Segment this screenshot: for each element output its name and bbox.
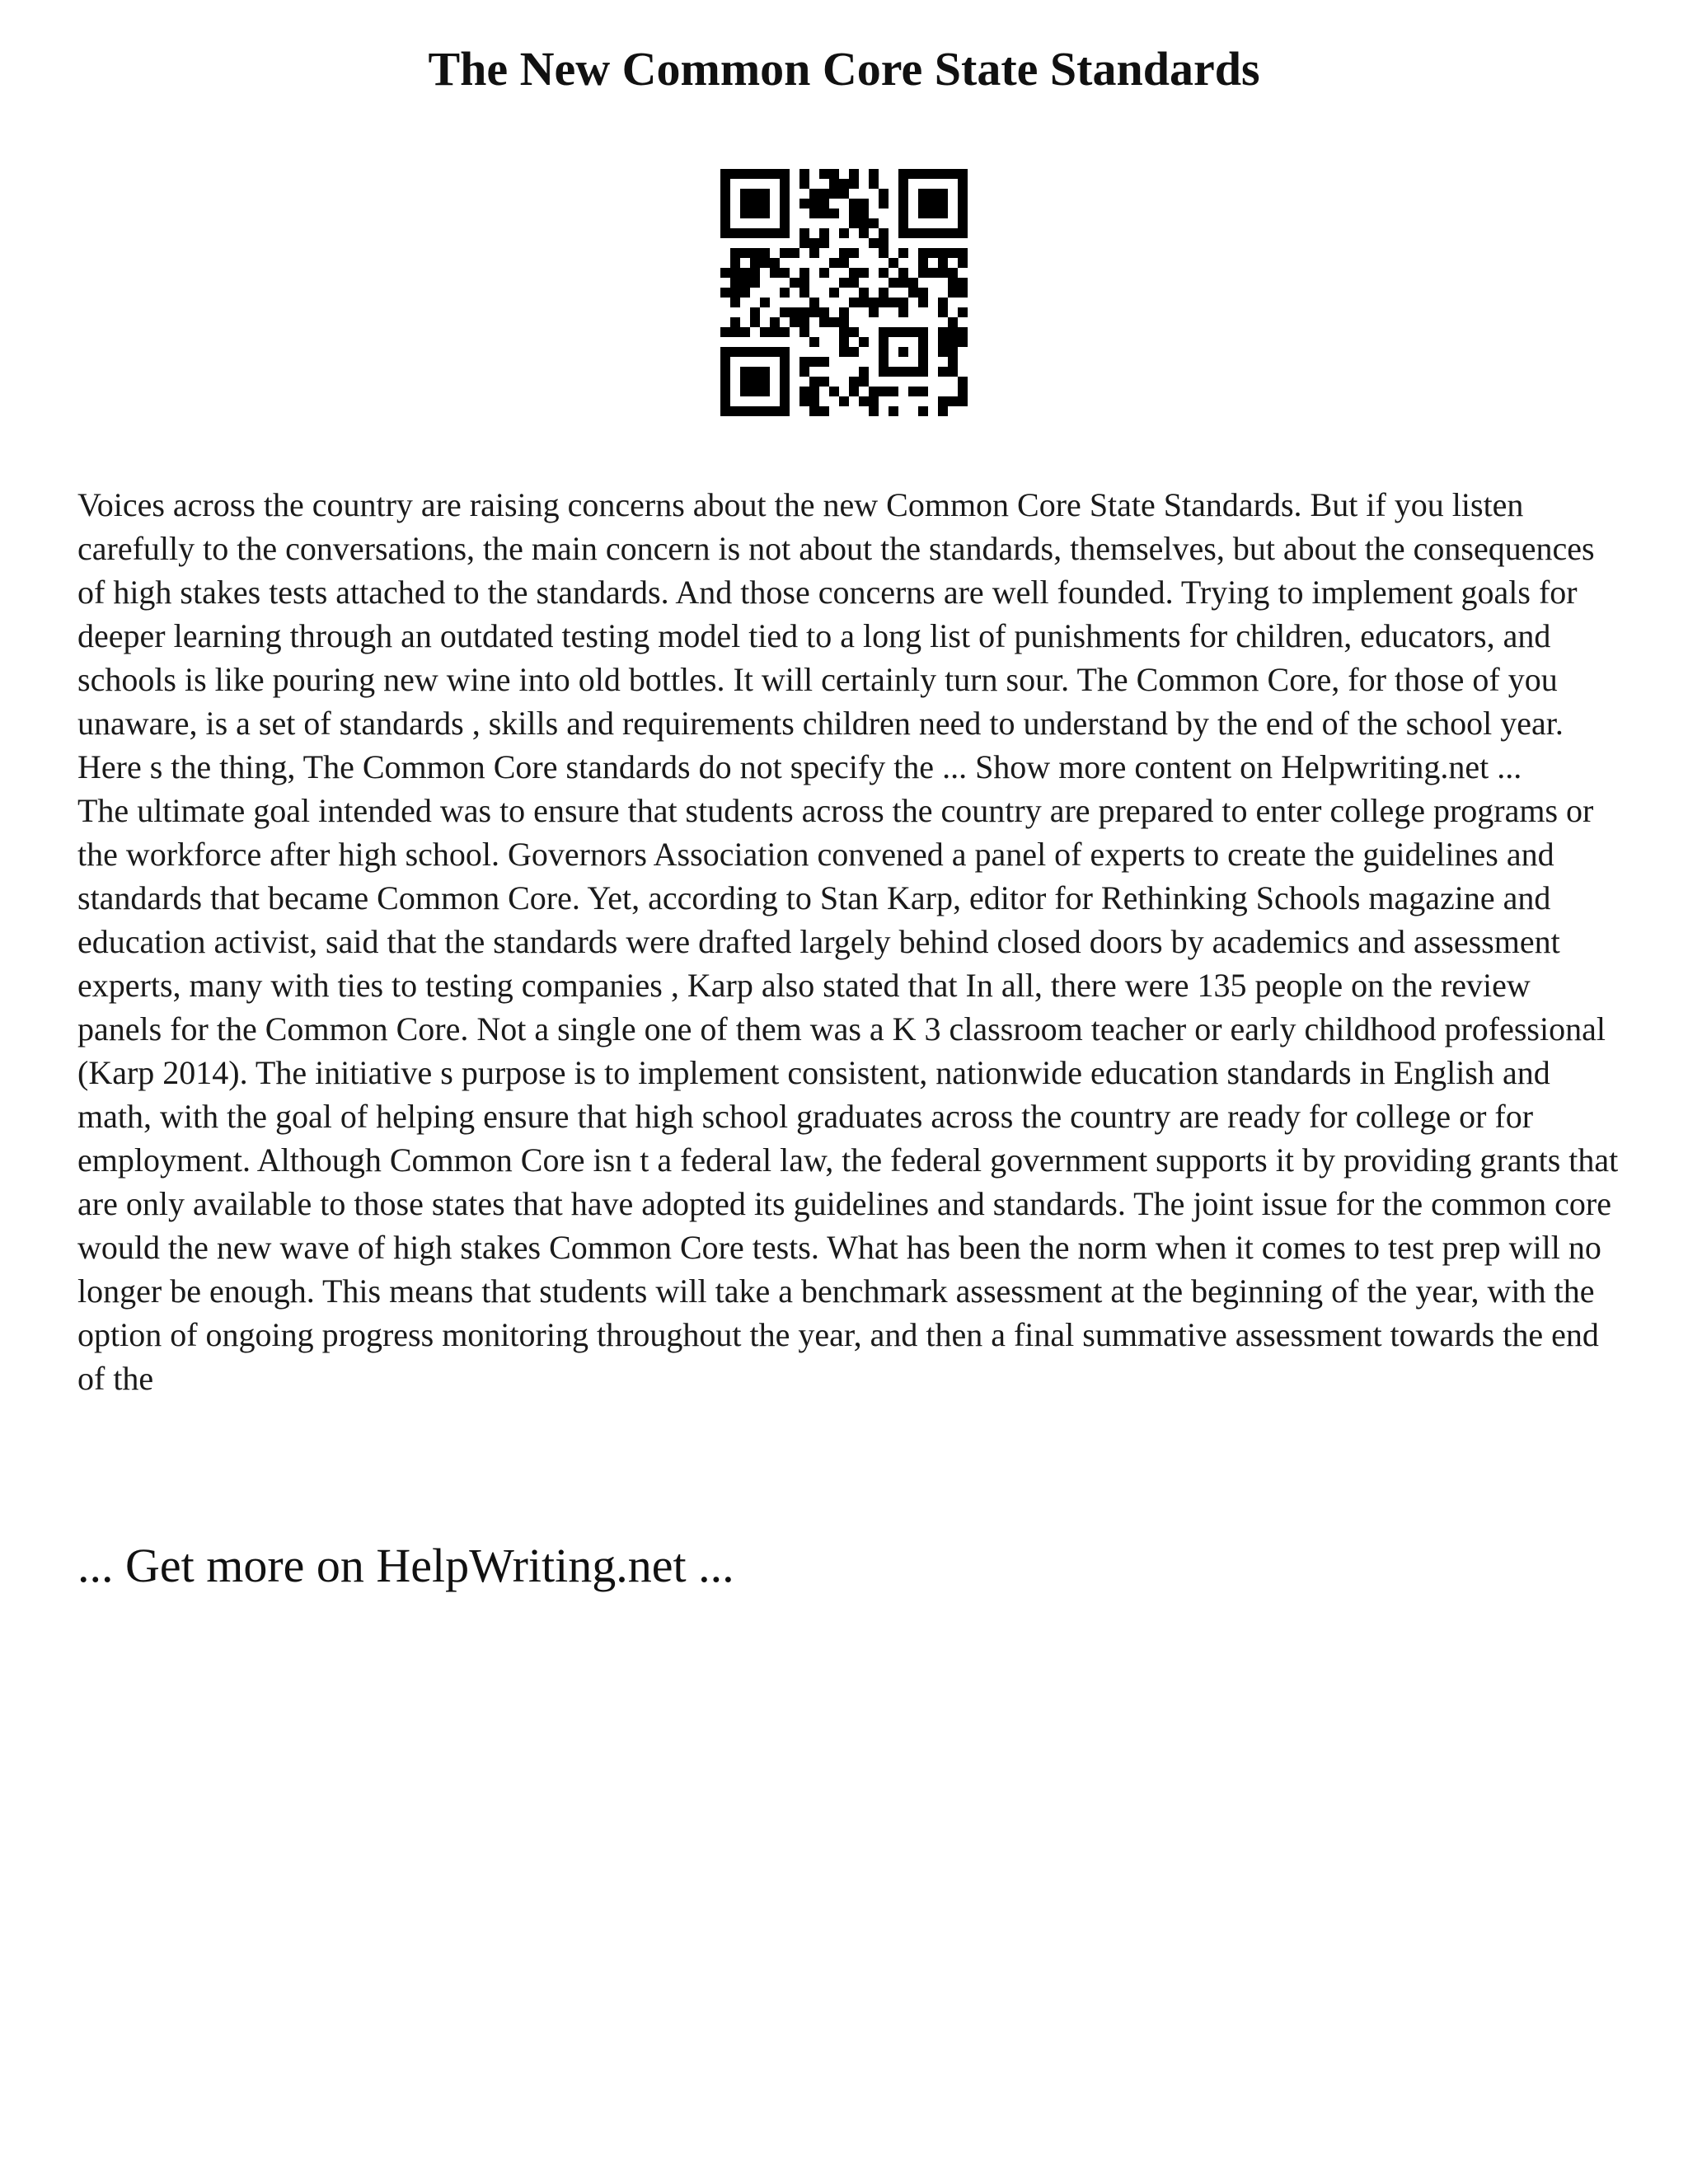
qr-code-icon xyxy=(720,169,968,416)
get-more-link[interactable]: ... Get more on HelpWriting.net ... xyxy=(77,1539,734,1592)
paragraph-1: Voices across the country are raising concerns about the new Common Core State Standards. But if you listen carefully to the conversations, the main concern is not about the standards, themselves, but about the consequences of high stakes tests attached to the standards. And those concerns are well founded. Trying to implement goals for deeper learning through an outdated testing model tied to a long list of punishments for children, educators, and schools is like pouring new wine into old bottles. It will certainly turn sour. The Common Core, for those of you unaware, is a set of standards , skills and requirements children need to understand by the end of the school year. Here s the thing, The Common Core standards do not specify the ... Show more content on Helpwriting.net ... xyxy=(77,486,1595,785)
page-title: The New Common Core State Standards xyxy=(428,42,1260,96)
paragraph-2: The ultimate goal intended was to ensure that students across the country are prepared to enter college programs or the workforce after high school. Governors Association convened a panel of experts to create the guidelines and standards that became Common Core. Yet, according to Stan Karp, editor for Rethinking Schools magazine and education activist, said that the standards were drafted largely behind closed doors by academics and assessment experts, many with ties to testing companies , Karp also stated that In all, there were 135 people on the review panels for the Common Core. Not a single one of them was a K 3 classroom teacher or early childhood professional (Karp 2014). The initiative s purpose is to implement consistent, nationwide education standards in English and math, with the goal of helping ensure that high school graduates across the country are ready for college or for employment. Although Common Core isn t a federal law, the federal government supports it by providing grants that are only available to those states that have adopted its guidelines and standards. The joint issue for the common core would the new wave of high stakes Common Core tests. What has been the norm when it comes to test prep will no longer be enough. This means that students will take a benchmark assessment at the beginning of the year, with the option of ongoing progress monitoring throughout the year, and then a final summative assessment towards the end of the xyxy=(77,792,1619,1397)
article-body xyxy=(77,483,1619,1400)
